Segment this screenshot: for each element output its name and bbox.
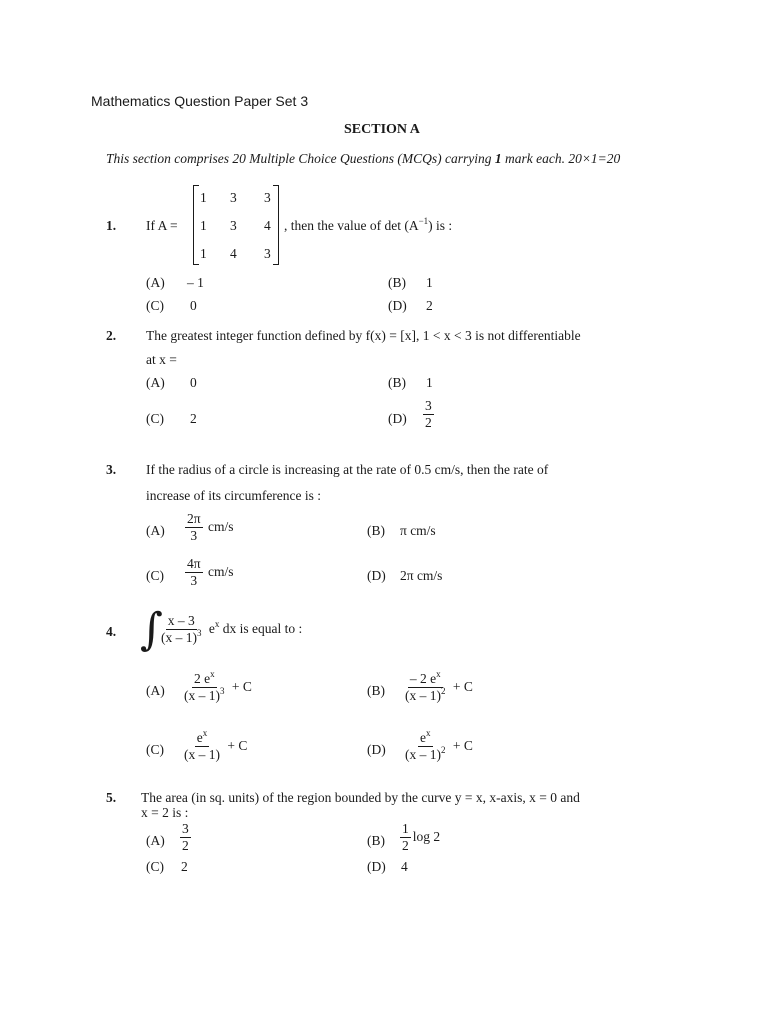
- option-d: 4: [401, 859, 408, 874]
- option-d: $\frac{3}{2}$: [425, 398, 432, 431]
- option-label: (A): [146, 275, 165, 290]
- question-number: 3.: [106, 462, 117, 477]
- option-d: $\frac{e^x}{(x - 1)^2}$ + C: [405, 728, 473, 763]
- question-number: 5.: [106, 790, 117, 805]
- integral-sign: ∫: [140, 604, 163, 655]
- option-d: 2: [426, 298, 433, 313]
- option-a: – 1: [187, 275, 204, 290]
- matrix-cell: 1: [200, 190, 207, 205]
- option-b: 1: [426, 375, 433, 390]
- option-label: (B): [388, 275, 406, 290]
- option-a: $\frac{2\pi}{3}$ cm/s: [187, 511, 234, 544]
- option-label: (B): [367, 523, 385, 538]
- matrix-bracket-left: [193, 185, 199, 265]
- option-label: (D): [388, 411, 407, 426]
- option-label: (D): [367, 568, 386, 583]
- option-label: (D): [367, 859, 386, 874]
- option-label: (A): [146, 523, 165, 538]
- section-instruction: This section comprises 20 Multiple Choice Questions (MCQs) carrying 1 mark each. 20×1=20: [106, 151, 621, 166]
- matrix-cell: 1: [200, 246, 207, 261]
- matrix-cell: 3: [230, 190, 237, 205]
- question-number: 4.: [106, 624, 117, 639]
- question-text: If the radius of a circle is increasing at the rate of 0.5 cm/s, then the rate of: [146, 462, 549, 477]
- option-label: (C): [146, 298, 164, 313]
- question-number: 2.: [106, 328, 117, 343]
- option-label: (C): [146, 411, 164, 426]
- option-label: (A): [146, 375, 165, 390]
- option-b: π cm/s: [400, 523, 436, 538]
- option-c: 2: [190, 411, 197, 426]
- question-text-suffix: , then the value of $\det (A^{-1})$ is :: [284, 216, 453, 233]
- question-text: $\frac{x - 3}{(x - 1)^3}$ $e^x$ dx is equal to :: [161, 613, 303, 646]
- matrix-cell: 3: [264, 190, 271, 205]
- option-label: (B): [367, 683, 385, 698]
- option-a: $\frac{3}{2}$: [182, 821, 189, 854]
- question-text: x = 2 is :: [141, 805, 189, 820]
- question-text: at x =: [146, 352, 177, 367]
- matrix-bracket-right: [273, 185, 279, 265]
- option-label: (B): [388, 375, 406, 390]
- option-b: $\frac{- 2 e^x}{(x - 1)^2}$ + C: [405, 669, 473, 704]
- option-label: (A): [146, 683, 165, 698]
- option-c: 2: [181, 859, 188, 874]
- option-label: (C): [146, 568, 164, 583]
- question-text: The greatest integer function defined by f(x) = [x], 1 < x < 3 is not differentiable: [146, 328, 581, 343]
- option-d: 2π cm/s: [400, 568, 443, 583]
- option-label: (B): [367, 833, 385, 848]
- option-label: (C): [146, 859, 164, 874]
- option-label: (D): [367, 742, 386, 757]
- question-number: 1.: [106, 218, 117, 233]
- matrix-cell: 3: [230, 218, 237, 233]
- matrix-cell: 4: [264, 218, 271, 233]
- question-text: If A =: [146, 218, 178, 233]
- option-label: (A): [146, 833, 165, 848]
- page-title: Mathematics Question Paper Set 3: [91, 93, 309, 109]
- matrix-cell: 3: [264, 246, 271, 261]
- matrix-cell: 4: [230, 246, 237, 261]
- section-title: SECTION A: [344, 122, 420, 137]
- option-c: 0: [190, 298, 197, 313]
- option-a: $\frac{2 e^x}{(x - 1)^3}$ + C: [184, 669, 252, 704]
- question-text: The area (in sq. units) of the region bounded by the curve y = x, x-axis, x = 0 and: [141, 790, 580, 805]
- question-text: increase of its circumference is :: [146, 488, 322, 503]
- option-b: 1: [426, 275, 433, 290]
- option-a: 0: [190, 375, 197, 390]
- option-c: $\frac{e^x}{(x - 1)}$ + C: [184, 728, 248, 763]
- option-label: (D): [388, 298, 407, 313]
- matrix-cell: 1: [200, 218, 207, 233]
- option-label: (C): [146, 742, 164, 757]
- option-b: $\frac{1}{2}$ log 2: [402, 821, 441, 854]
- option-c: $\frac{4\pi}{3}$ cm/s: [187, 556, 234, 589]
